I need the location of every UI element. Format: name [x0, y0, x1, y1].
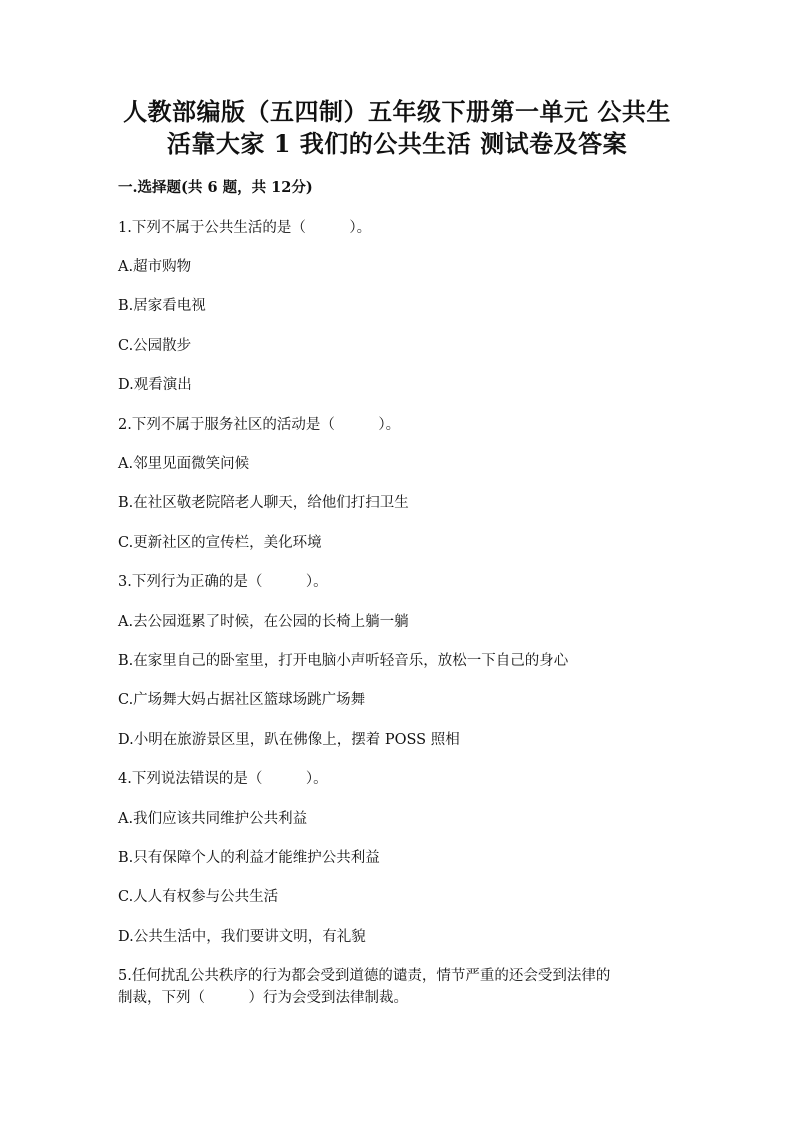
question-3-stem: 3.下列行为正确的是（ ）。	[118, 574, 328, 590]
question-3-option-a: A.去公园逛累了时候，在公园的长椅上躺一躺	[118, 614, 409, 630]
question-4-stem: 4.下列说法错误的是（ ）。	[118, 771, 328, 787]
question-4-option-d: D.公共生活中，我们要讲文明，有礼貌	[118, 929, 366, 945]
document-title-line-2: 活靠大家 1 我们的公共生活 测试卷及答案	[166, 129, 628, 158]
question-2-option-a: A.邻里见面微笑问候	[118, 456, 250, 472]
question-3-option-d: D.小明在旅游景区里，趴在佛像上，摆着 POSS 照相	[118, 732, 460, 748]
question-4-option-a: A.我们应该共同维护公共利益	[118, 811, 308, 827]
question-2-stem: 2.下列不属于服务社区的活动是（ ）。	[118, 417, 401, 433]
question-1-option-b: B.居家看电视	[118, 298, 206, 314]
section-heading: 一.选择题(共 6 题，共 12分)	[118, 179, 313, 196]
question-1-option-a: A.超市购物	[118, 259, 192, 275]
question-5-stem-line-2: 制裁，下列（ ）行为会受到法律制裁。	[118, 990, 408, 1006]
question-1-option-c: C.公园散步	[118, 338, 192, 354]
question-2-option-c: C.更新社区的宣传栏，美化环境	[118, 535, 322, 551]
question-1-stem: 1.下列不属于公共生活的是（ ）。	[118, 220, 372, 236]
question-1-option-d: D.观看演出	[118, 377, 192, 393]
question-2-option-b: B.在社区敬老院陪老人聊天，给他们打扫卫生	[118, 495, 409, 511]
question-3-option-b: B.在家里自己的卧室里，打开电脑小声听轻音乐，放松一下自己的身心	[118, 653, 569, 669]
document-title-line-1: 人教部编版（五四制）五年级下册第一单元 公共生	[123, 97, 671, 126]
question-4-option-b: B.只有保障个人的利益才能维护公共利益	[118, 850, 380, 866]
question-5-stem-line-1: 5.任何扰乱公共秩序的行为都会受到道德的谴责，情节严重的还会受到法律的	[118, 968, 611, 984]
question-3-option-c: C.广场舞大妈占据社区篮球场跳广场舞	[118, 692, 366, 708]
question-4-option-c: C.人人有权参与公共生活	[118, 889, 279, 905]
